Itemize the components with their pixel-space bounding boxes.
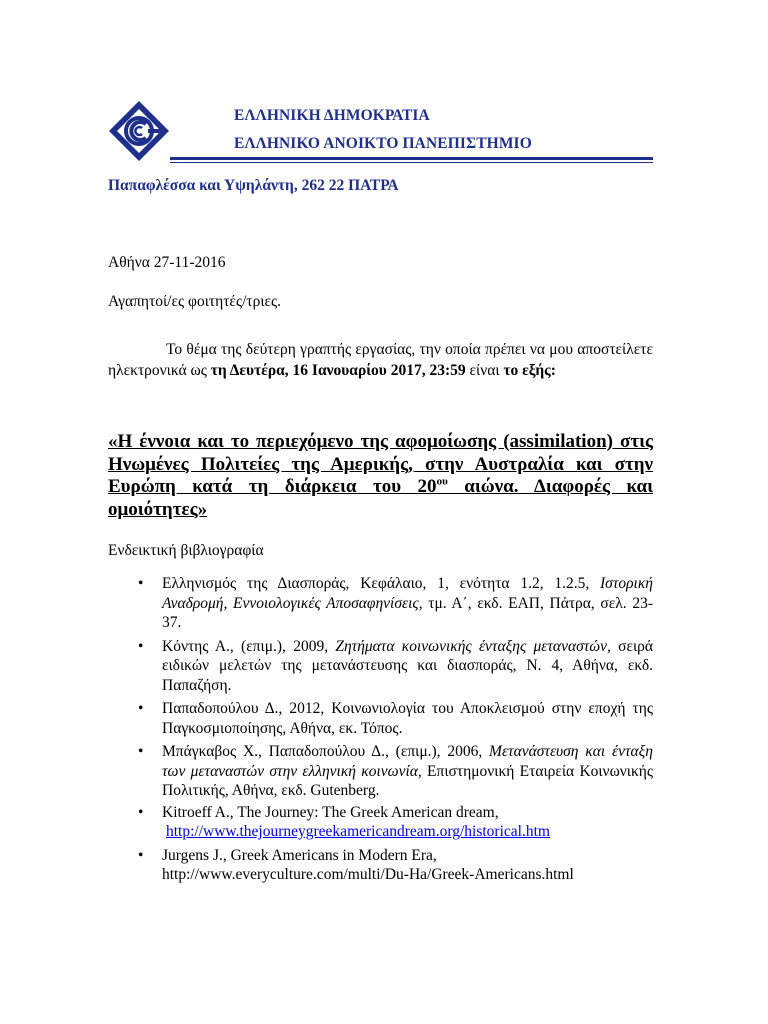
header-university: ΕΛΛΗΝΙΚΟ ΑΝΟΙΚΤΟ ΠΑΝΕΠΙΣΤΗΜΙΟ bbox=[234, 135, 532, 152]
university-logo-icon bbox=[108, 100, 170, 162]
bib-italic: Μετανάστευση και ένταξη των μεταναστών στην ελληνική κοινωνία, bbox=[162, 743, 653, 780]
bib-link[interactable]: http://www.thejourneygreekamericandream.org/historical.htm bbox=[166, 823, 550, 840]
header-address: Παπαφλέσσα και Υψηλάντη, 262 22 ΠΑΤΡΑ bbox=[108, 177, 399, 194]
bib-text: Παπαδοπούλου Δ., 2012, Κοινωνιολογία του Αποκλεισμού στην εποχή της Παγκοσμιοποίησης, Αθήνα, εκ. Τόπος. bbox=[162, 700, 653, 737]
bib-text: Kitroeff A., The Journey: The Greek American dream, bbox=[162, 803, 499, 821]
bib-text: , τμ. Α΄, εκδ. ΕΑΠ, Πάτρα, σελ. 23-37. bbox=[162, 594, 653, 631]
bibliography-item bbox=[108, 803, 653, 842]
topic-text-b: αιώνα. Διαφορές και ομοιότητες» bbox=[108, 476, 653, 520]
bibliography-title: Ενδεικτική βιβλιογραφία bbox=[108, 542, 264, 559]
bib-text: Ελληνισμός της Διασποράς, Κεφάλαιο, 1, ενότητα 1.2, 1.2.5, bbox=[162, 575, 601, 592]
bib-text: Jurgens J., Greek Americans in Modern Era, bbox=[162, 846, 437, 864]
intro-text-c: το εξής: bbox=[503, 362, 556, 379]
bib-text: Μπάγκαβος Χ., Παπαδοπούλου Δ., (επιμ.), 2006, bbox=[162, 743, 490, 760]
intro-deadline: τη Δευτέρα, 16 Ιανουαρίου 2017, 23:59 bbox=[210, 362, 466, 379]
intro-paragraph bbox=[108, 339, 653, 381]
intro-text-b: είναι bbox=[465, 362, 504, 379]
bibliography-item bbox=[108, 846, 653, 885]
bib-text: Επιστημονική Εταιρεία Κοινωνικής Πολιτικής, Αθήνα, εκδ. Gutenberg. bbox=[162, 762, 653, 799]
bibliography-list bbox=[108, 574, 653, 885]
letter-date: Αθήνα 27-11-2016 bbox=[108, 254, 226, 271]
bib-italic: Ιστορική Αναδρομή, Εννοιολογικές Αποσαφηνίσεις bbox=[162, 575, 653, 612]
topic-text-a: «Η έννοια και το περιεχόμενο της αφομοίωσης (assimilation) στις Ηνωμένες Πολιτείες της Αμερικής, στην Αυστραλία και στην Ευρώπη κατά τη διάρκεια του 20 bbox=[108, 431, 653, 497]
letter-greeting: Αγαπητοί/ες φοιτητές/τριες. bbox=[108, 293, 282, 310]
header-republic: ΕΛΛΗΝΙΚΗ ΔΗΜΟΚΡΑΤΙΑ bbox=[234, 107, 430, 124]
bibliography-item bbox=[108, 574, 653, 633]
bibliography-item bbox=[108, 637, 653, 696]
header-rule-thin bbox=[170, 162, 653, 163]
bibliography-item bbox=[108, 699, 653, 738]
bib-url-text: http://www.everyculture.com/multi/Du-Ha/Greek-Americans.html bbox=[162, 866, 574, 883]
topic-superscript: ου bbox=[436, 475, 448, 488]
assignment-topic bbox=[108, 431, 653, 521]
bib-italic: Ζητήματα κοινωνικής ένταξης μεταναστών, bbox=[335, 637, 611, 655]
bib-text: σειρά ειδικών μελετών της μετανάστευσης και διασποράς, Ν. 4, Αθήνα, εκδ. Παπαζήση. bbox=[162, 637, 653, 694]
bib-text: Κόντης Α., (επιμ.), 2009, bbox=[162, 637, 336, 655]
intro-text-a: Το θέμα της δεύτερη γραπτής εργασίας, την οποία πρέπει να μου αποστείλετε ηλεκτρονικά ως bbox=[108, 341, 653, 379]
bibliography-item bbox=[108, 742, 653, 801]
header-rule-thick bbox=[170, 157, 653, 160]
